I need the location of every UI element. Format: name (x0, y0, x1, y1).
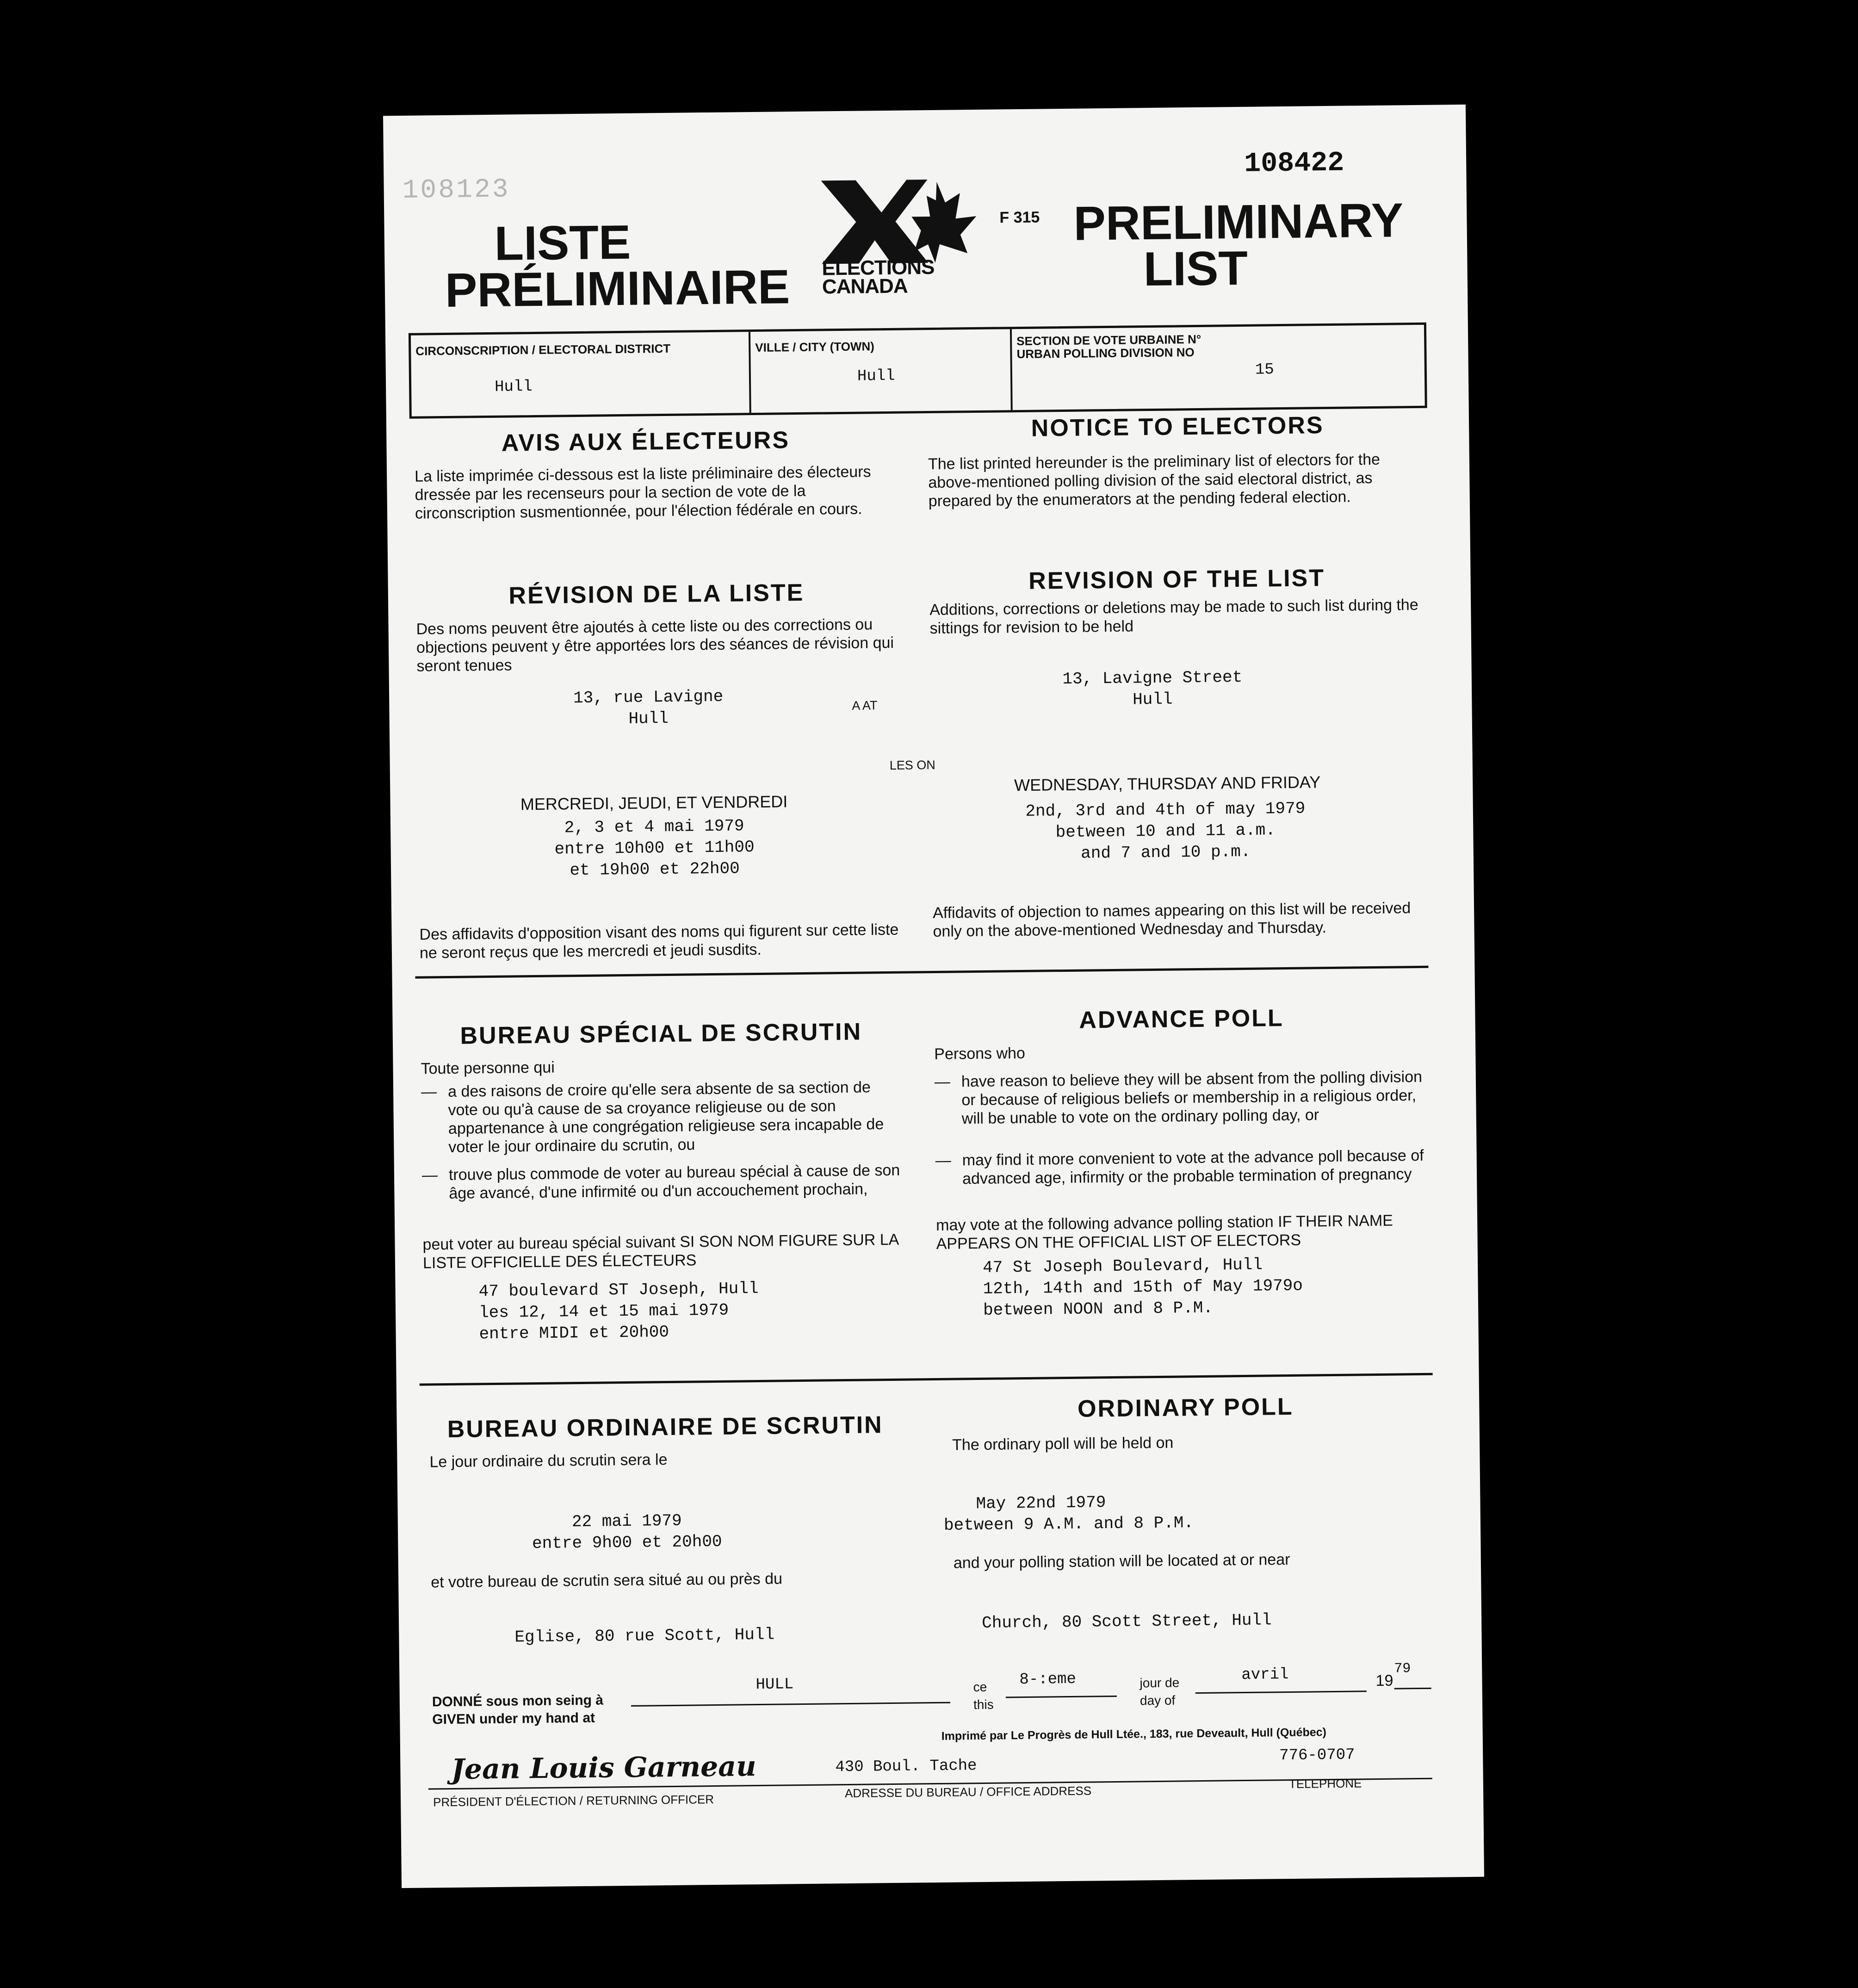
given-fr: DONNÉ sous mon seing à (432, 1692, 604, 1710)
district-value: Hull (494, 378, 533, 396)
en-revision-place (967, 666, 1338, 712)
en-advance-bullet-1-text: have reason to believe they will be absent from the polling division or because of religious beliefs or membership in a religious order, will be unable to vote on the ordinary polling day, or (961, 1068, 1423, 1128)
en-revision-dates (946, 797, 1386, 866)
district-info-box (409, 323, 1427, 419)
officer-label: PRÉSIDENT D'ÉLECTION / RETURNING OFFICER (433, 1792, 714, 1809)
fr-title-line-2: PRÉLIMINAIRE (445, 260, 790, 317)
city-value: Hull (857, 367, 895, 385)
en-revision-place-line-2: Hull (1132, 690, 1173, 709)
en-advance-intro: Persons who (934, 1044, 1026, 1063)
en-ordinary-heading: ORDINARY POLL (1077, 1393, 1294, 1423)
fr-ordinary-date (477, 1510, 778, 1555)
bullet-dash: — (421, 1166, 438, 1184)
at-label: A AT (852, 698, 878, 713)
fr-revision-place (486, 685, 811, 731)
ce-this (973, 1678, 993, 1714)
election-notice-document (383, 105, 1484, 1888)
fr-advance-place (478, 1278, 759, 1345)
fr-ordinary-station: Eglise, 80 rue Scott, Hull (514, 1625, 775, 1647)
fr-revision-dates-line-1: 2, 3 et 4 mai 1979 (564, 816, 744, 838)
fr-advance-bullet-2 (422, 1161, 904, 1203)
en-advance-bullet-2 (935, 1146, 1431, 1188)
fr-title-line-1: LISTE (494, 215, 631, 271)
day-of-label: day of (1140, 1693, 1176, 1708)
office-phone: 776-0707 (1279, 1746, 1355, 1765)
address-label: ADRESSE DU BUREAU / OFFICE ADDRESS (844, 1783, 1092, 1801)
en-advance-bullet-1 (935, 1068, 1430, 1128)
fr-notice-text: La liste imprimée ci-dessous est la liste préliminaire des électeurs dressée par les recenseurs pour la section de vote de la circonscription susmentionnée, pour l'élection fédérale en cours. (414, 463, 871, 522)
jour-de-day-of (1140, 1674, 1179, 1710)
division-value: 15 (1255, 361, 1274, 379)
year-line (1394, 1688, 1431, 1690)
phone-label: TELEPHONE (1288, 1776, 1362, 1791)
en-ordinary-intro: The ordinary poll will be held on (952, 1434, 1174, 1454)
fr-ordinary-intro: Le jour ordinaire du scrutin sera le (429, 1451, 668, 1471)
on-label: LES ON (889, 758, 935, 772)
ce-label: ce (973, 1679, 987, 1695)
given-day: 8-:eme (1019, 1670, 1077, 1689)
en-title-line-2: LIST (1143, 241, 1248, 297)
office-address: 430 Boul. Tache (835, 1757, 977, 1777)
en-advance-place (983, 1254, 1303, 1321)
fr-revision-place-line-1: 13, rue Lavigne (573, 687, 724, 708)
district-cell (411, 332, 749, 416)
en-revision-dates-line-1: 2nd, 3rd and 4th of may 1979 (1025, 799, 1306, 821)
fr-advance-place-line-1: 47 boulevard ST Joseph, Hull (478, 1279, 759, 1301)
en-advance-bullet-2-text: may find it more convenient to vote at the advance poll because of advanced age, infirmity or the probable termination of pregnancy (962, 1146, 1424, 1188)
fr-advance-bullet-2-text: trouve plus commode de voter au bureau spécial à cause de son âge avancé, d'une infirmité ou d'un accouchement prochain, (448, 1161, 900, 1202)
fr-advance-place-line-3: entre MIDI et 20h00 (479, 1323, 669, 1344)
section-divider-2 (420, 1373, 1433, 1386)
fr-revision-days: MERCREDI, JEUDI, ET VENDREDI (520, 792, 788, 814)
en-revision-text: Additions, corrections or deletions may be made to such list during the sittings for revision to be held (929, 596, 1418, 638)
given-place: HULL (756, 1676, 794, 1694)
day-line (1006, 1696, 1117, 1698)
place-line (631, 1702, 950, 1707)
given-month: avril (1241, 1666, 1289, 1684)
fr-ordinary-date-line-2: entre 9h00 et 20h00 (532, 1532, 722, 1553)
city-cell (749, 329, 1013, 413)
fr-advance-bullet-1 (421, 1078, 903, 1157)
given-year-suffix: 79 (1394, 1661, 1411, 1677)
given-under-hand (432, 1692, 604, 1729)
fr-revision-place-line-2: Hull (628, 708, 669, 728)
city-label: VILLE / CITY (TOWN) (755, 339, 875, 354)
form-number: 108422 (1244, 147, 1344, 180)
en-revision-place-line-1: 13, Lavigne Street (1062, 667, 1243, 689)
en-title-line-1: PRELIMINARY (1073, 193, 1404, 251)
given-en: GIVEN under my hand at (432, 1710, 595, 1727)
en-revision-heading: REVISION OF THE LIST (1028, 565, 1325, 595)
en-advance-place-line-3: between NOON and 8 P.M. (983, 1298, 1214, 1320)
en-notice-text: The list printed hereunder is the preliminary list of electors for the above-mentioned polling division of the said electoral district, as prepared by the enumerators at the pending federal election. (928, 450, 1381, 510)
jour-de-label: jour de (1140, 1675, 1180, 1690)
en-advance-place-line-1: 47 St Joseph Boulevard, Hull (982, 1255, 1263, 1277)
fr-ordinary-date-line-1: 22 mai 1979 (571, 1511, 682, 1532)
district-label: CIRCONSCRIPTION / ELECTORAL DISTRICT (415, 341, 671, 358)
month-line (1195, 1690, 1367, 1694)
en-affidavit-text: Affidavits of objection to names appearing on this list will be received only on the above-mentioned Wednesday and Thursday. (932, 899, 1411, 941)
fr-revision-dates (469, 814, 840, 882)
fr-advance-intro: Toute personne qui (421, 1058, 555, 1078)
logo-text-canada: CANADA (822, 274, 908, 298)
fr-revision-dates-line-2: entre 10h00 et 11h00 (554, 838, 755, 859)
division-cell (1010, 325, 1427, 410)
en-ordinary-station: Church, 80 Scott Street, Hull (981, 1610, 1272, 1633)
fr-revision-heading: RÉVISION DE LA LISTE (508, 579, 805, 609)
elections-canada-logo (821, 174, 979, 297)
division-label-1: SECTION DE VOTE URBAINE N° (1016, 332, 1202, 348)
bullet-dash: — (935, 1151, 951, 1169)
fr-advance-outro: peut voter au bureau spécial suivant SI SON NOM FIGURE SUR LA LISTE OFFICIELLE DES ÉLECTEURS (422, 1230, 898, 1272)
en-revision-days: WEDNESDAY, THURSDAY AND FRIDAY (1014, 772, 1321, 795)
en-revision-dates-line-2: between 10 and 11 a.m. (1055, 820, 1276, 842)
printer-credit: Imprimé par Le Progrès de Hull Ltée., 183, rue Deveault, Hull (Québec) (941, 1726, 1327, 1743)
bullet-dash: — (421, 1083, 437, 1101)
returning-officer-signature: Jean Louis Garneau (451, 1750, 757, 1786)
form-code: F 315 (999, 208, 1040, 227)
section-divider-1 (415, 966, 1428, 979)
fr-revision-text: Des noms peuvent être ajoutés à cette liste ou des corrections ou objections peuvent y être apportées lors des séances de révision qui seront tenues (416, 615, 894, 675)
fr-advance-bullet-1-text: a des raisons de croire qu'elle sera absente de sa section de vote ou qu'à cause de sa croyance religieuse ou de son appartenance à une congrégation religieuse sera incapable de voter le jour ordinaire du scrutin, ou (447, 1078, 884, 1156)
fr-advance-heading: BUREAU SPÉCIAL DE SCRUTIN (460, 1018, 862, 1050)
en-revision-dates-line-3: and 7 and 10 p.m. (1080, 842, 1251, 863)
en-advance-place-line-2: 12th, 14th and 15th of May 1979o (983, 1276, 1303, 1298)
en-ordinary-date (943, 1491, 1194, 1536)
given-year-prefix: 19 (1375, 1671, 1394, 1690)
logo-text-elections: ELECTIONS (822, 255, 935, 280)
maple-x-icon (821, 174, 979, 269)
en-ordinary-station-text: and your polling station will be located at or near (953, 1550, 1290, 1572)
en-notice-heading: NOTICE TO ELECTORS (1031, 412, 1324, 442)
fr-advance-place-line-2: les 12, 14 et 15 mai 1979 (478, 1300, 729, 1323)
fr-affidavit-text: Des affidavits d'opposition visant des noms qui figurent sur cette liste ne seront reçus que les mercredi et jeudi susdits. (419, 920, 899, 962)
en-advance-heading: ADVANCE POLL (1079, 1005, 1284, 1034)
fr-notice-heading: AVIS AUX ÉLECTEURS (501, 427, 790, 457)
bullet-dash: — (934, 1073, 951, 1091)
fr-ordinary-heading: BUREAU ORDINAIRE DE SCRUTIN (447, 1411, 883, 1443)
division-label-2: URBAN POLLING DIVISION NO (1016, 345, 1195, 361)
en-advance-outro: may vote at the following advance polling station IF THEIR NAME APPEARS ON THE OFFICIAL LIST OF ELECTORS (935, 1211, 1394, 1253)
ghost-form-number: 108123 (402, 174, 510, 206)
this-label: this (973, 1697, 994, 1712)
en-ordinary-date-line-1: May 22nd 1979 (976, 1493, 1106, 1514)
fr-ordinary-station-text: et votre bureau de scrutin sera situé au ou près du (431, 1570, 783, 1591)
fr-revision-dates-line-3: et 19h00 et 22h00 (570, 859, 740, 880)
en-ordinary-date-line-2: between 9 A.M. and 8 P.M. (943, 1513, 1194, 1535)
